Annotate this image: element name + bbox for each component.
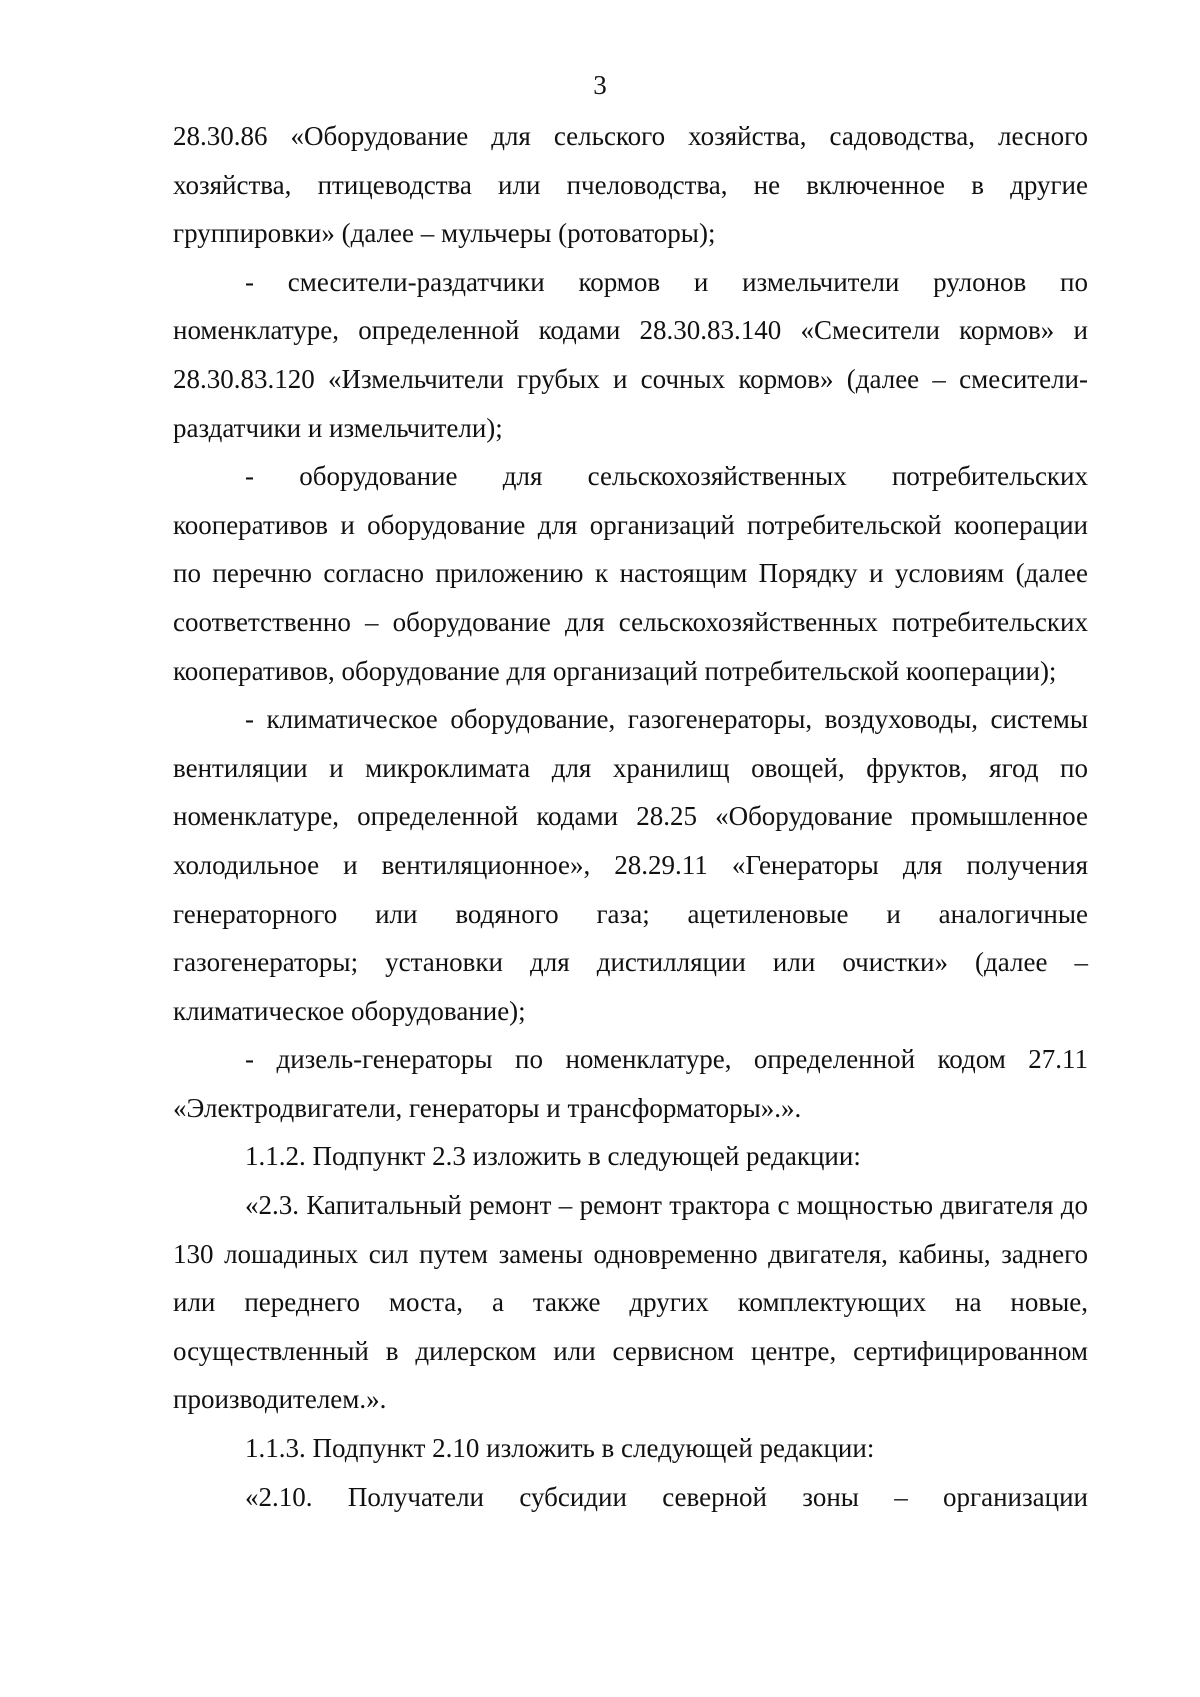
paragraph-subpoint-1-1-3: 1.1.3. Подпункт 2.10 изложить в следующей редакции: <box>245 1433 875 1464</box>
paragraph-climate-equipment: - климатическое оборудование, газогенераторы, воздуховоды, системы вентиляции и микроклимата для хранилищ овощей, фруктов, ягод по номенклатуре, определенной кодами 28.25 «Оборудование промышленное холодильное и вентиляционное», 28.29.11 «Генераторы для получения генераторного или водяного газа; ацетиленовые и аналогичные газогенераторы; установки для дистилляции или очистки» (далее – климатическое оборудование); <box>173 704 1088 1026</box>
paragraph-overhaul-definition: «2.3. Капитальный ремонт – ремонт трактора с мощностью двигателя до 130 лошадиных сил путем замены одновременно двигателя, кабины, заднего или переднего моста, а также других комплектующих на новые, осуществленный в дилерском или сервисном центре, сертифицированном производителем.». <box>173 1190 1088 1415</box>
document-body <box>173 112 1088 1521</box>
page-number: 3 <box>593 70 607 100</box>
paragraph-mixers: - смесители-раздатчики кормов и измельчители рулонов по номенклатуре, определенной кодами 28.30.83.140 «Смесители кормов» и 28.30.83.120 «Измельчители грубых и сочных кормов» (далее – смесители-раздатчики и измельчители); <box>173 266 1088 443</box>
paragraph-subsidy-recipients: «2.10. Получатели субсидии северной зоны – организации <box>245 1481 1088 1512</box>
paragraph-cooperatives: - оборудование для сельскохозяйственных потребительских кооперативов и оборудование для организаций потребительской кооперации по перечню согласно приложению к настоящим Порядку и условиям (далее соответственно – оборудование для сельскохозяйственных потребительских кооперативов, оборудование для организаций потребительской кооперации); <box>173 461 1088 686</box>
paragraph-diesel-generators: - дизель-генераторы по номенклатуре, определенной кодом 27.11 «Электродвигатели, генераторы и трансформаторы».». <box>173 1044 1088 1123</box>
paragraph-mulchers: 28.30.86 «Оборудование для сельского хозяйства, садоводства, лесного хозяйства, птицеводства или пчеловодства, не включенное в другие группировки» (далее – мульчеры (ротоваторы); <box>173 121 1088 249</box>
paragraph-subpoint-1-1-2: 1.1.2. Подпункт 2.3 изложить в следующей редакции: <box>245 1141 861 1172</box>
